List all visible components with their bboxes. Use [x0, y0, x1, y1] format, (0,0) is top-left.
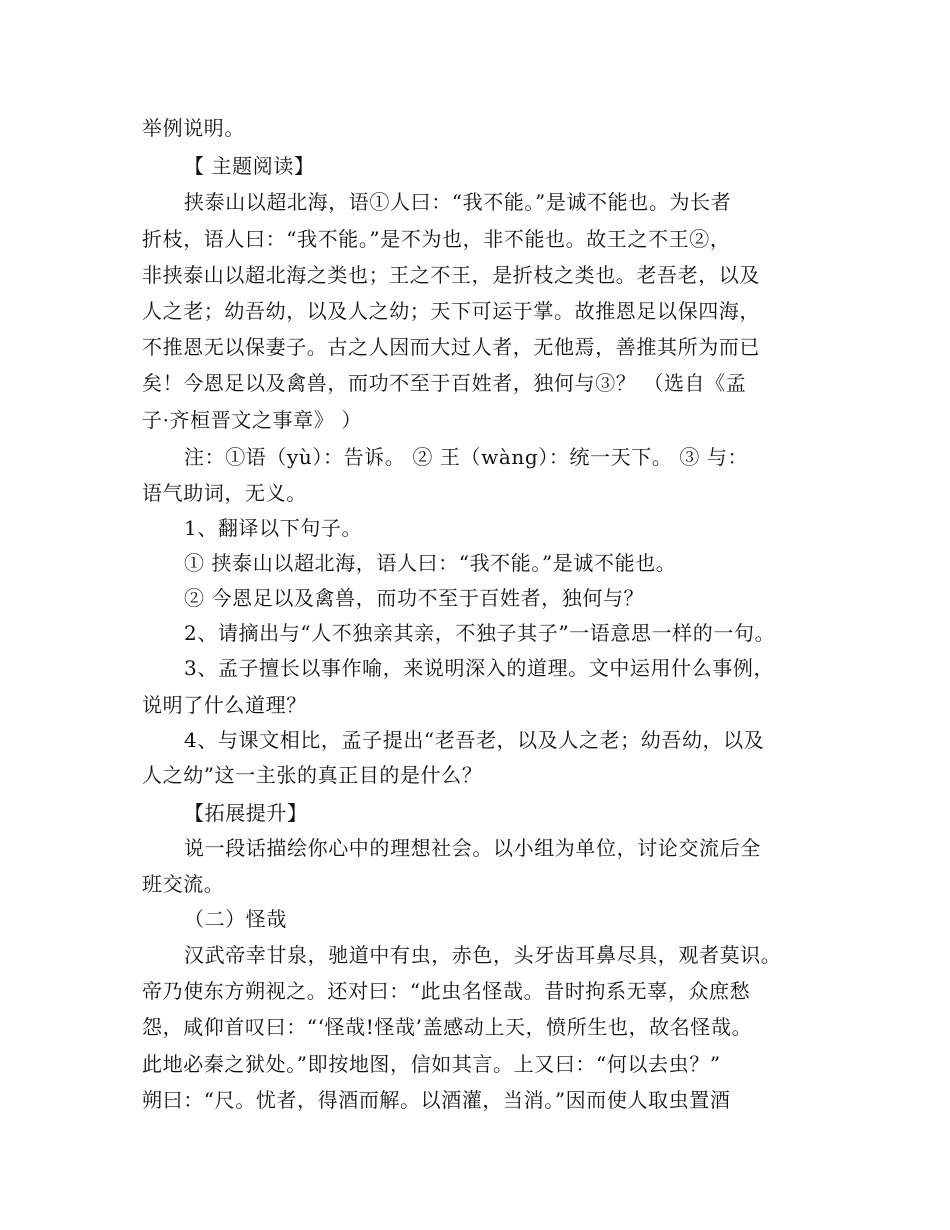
subsection-title: （二）怪哉 — [184, 907, 287, 931]
annotation-line: 语气助词，无义。 — [142, 481, 307, 505]
question-line: ① 挟泰山以超北海，语人曰：“我不能。”是诚不能也。 — [184, 551, 677, 575]
passage-line: 汉武帝幸甘泉，驰道中有虫，赤色，头牙齿耳鼻尽具，观者莫识。 — [184, 943, 782, 967]
question-line: 4、与课文相比，孟子提出“老吾老，以及人之老；幼吾幼，以及 — [184, 728, 765, 752]
passage-line: 人之老；幼吾幼，以及人之幼；天下可运于掌。故推恩足以保四海， — [142, 299, 760, 323]
passage-line: 帝乃使东方朔视之。还对曰：“此虫名怪哉。昔时拘系无辜，众庶愁 — [142, 979, 751, 1003]
section-heading-extension: 【拓展提升】 — [184, 801, 308, 825]
task-line: 班交流。 — [142, 872, 225, 896]
passage-line: 此地必秦之狱处。”即按地图，信如其言。上又曰：“何以去虫？” — [142, 1052, 721, 1076]
section-heading-theme-reading: 【 主题阅读】 — [184, 154, 315, 178]
task-line: 说一段话描绘你心中的理想社会。以小组为单位，讨论交流后全 — [184, 836, 761, 860]
passage-line: 矣！今恩足以及禽兽，而功不至于百姓者，独何与③？ （选自《孟 — [142, 371, 747, 395]
passage-line: 不推恩无以保妻子。古之人因而大过人者，无他焉，善推其所为而已 — [142, 335, 760, 359]
passage-line: 折枝，语人曰：“我不能。”是不为也，非不能也。故王之不王②， — [142, 227, 731, 251]
passage-line: 非挟泰山以超北海之类也；王之不王，是折枝之类也。老吾老，以及 — [142, 263, 760, 287]
passage-line: 朔曰：“尺。忧者，得酒而解。以酒灌，当消。”因而使人取虫置酒 — [142, 1088, 731, 1112]
text-line: 举例说明。 — [142, 116, 245, 140]
question-line: ② 今恩足以及禽兽，而功不至于百姓者，独何与？ — [184, 586, 645, 610]
passage-line: 怨，咸仰首叹曰：“‘怪哉!怪哉’盖感动上天，愤所生也，故名怪哉。 — [142, 1015, 753, 1039]
annotation-line: 注：①语（yù）：告诉。 ② 王（wàng）：统一天下。 ③ 与： — [184, 445, 749, 469]
question-line: 人之幼”这一主张的真正目的是什么？ — [142, 763, 483, 787]
question-line: 1、翻译以下句子。 — [184, 516, 363, 540]
question-line: 3、孟子擅长以事作喻，来说明深入的道理。文中运用什么事例， — [184, 656, 775, 680]
question-line: 2、请摘出与“人不独亲其亲，不独子其子”一语意思一样的一句。 — [184, 621, 776, 645]
passage-line: 子·齐桓晋文之事章》 ） — [142, 408, 362, 432]
passage-line: 挟泰山以超北海，语①人曰：“我不能。”是诚不能也。为长者 — [184, 190, 732, 214]
question-line: 说明了什么道理？ — [142, 693, 307, 717]
